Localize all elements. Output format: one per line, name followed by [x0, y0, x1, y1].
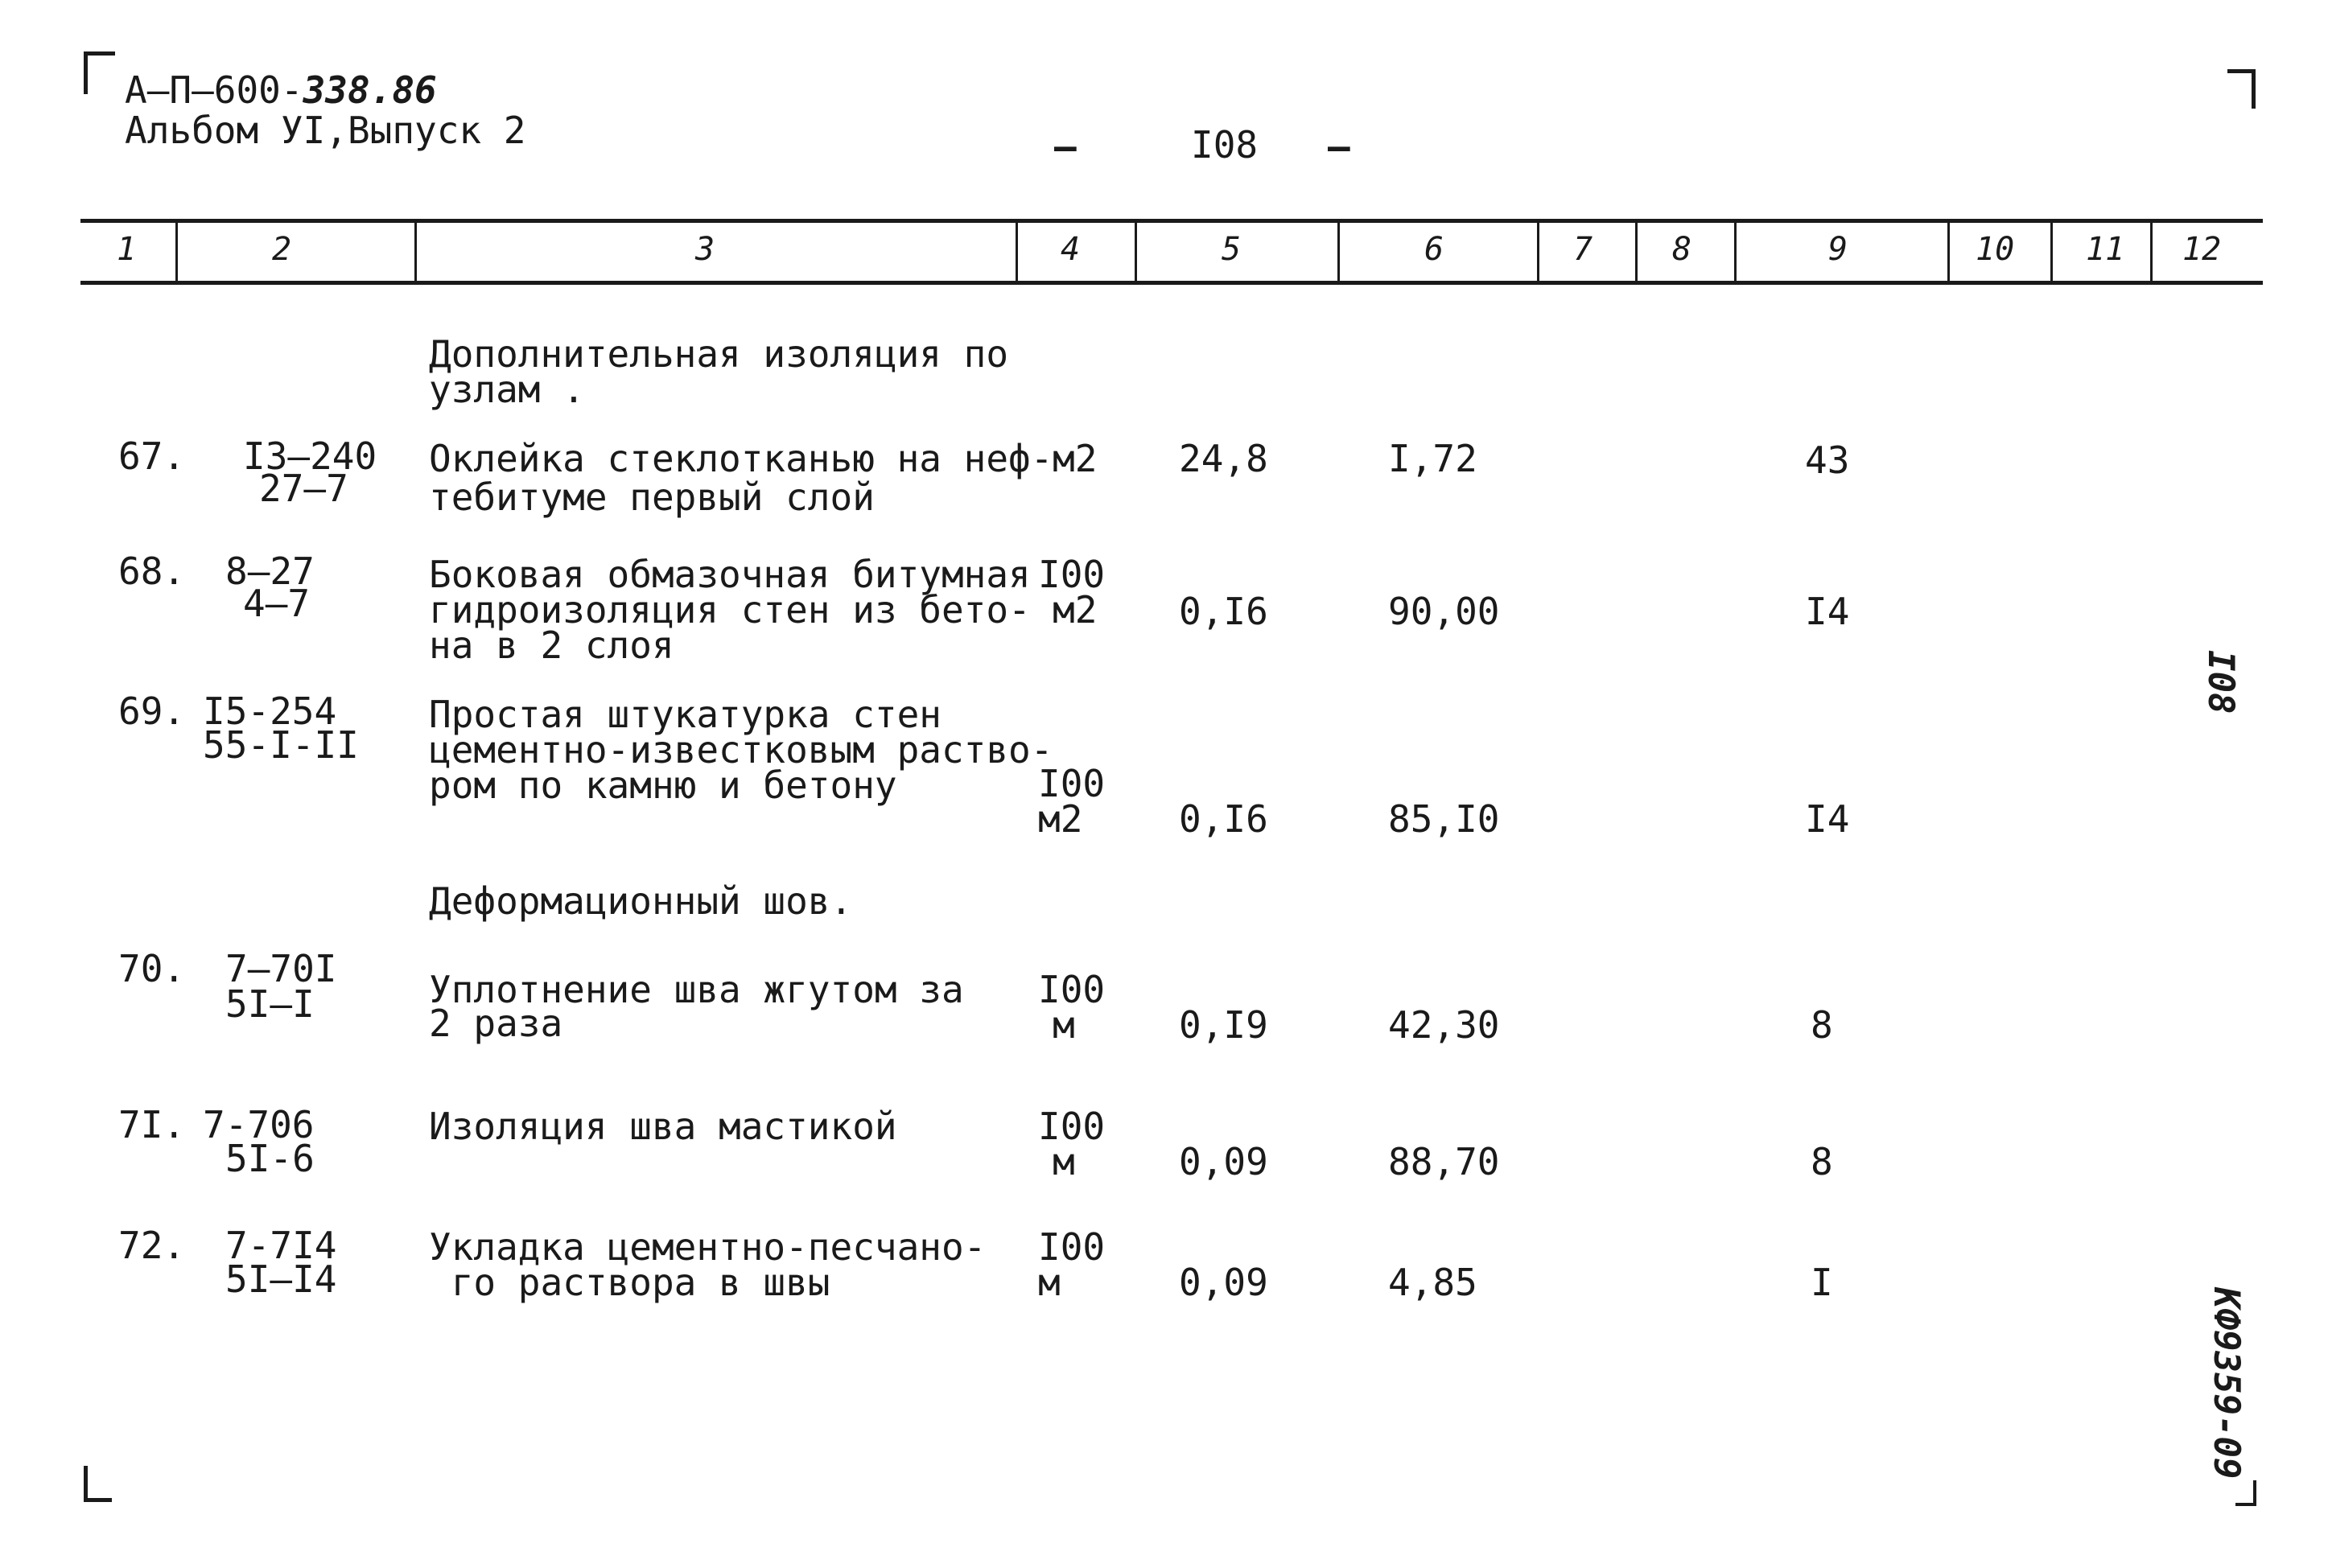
column-header-8: 8	[1672, 231, 1692, 268]
page-dash-left: –	[1054, 125, 1077, 168]
document-code	[125, 68, 437, 112]
page-number: I08	[1191, 123, 1259, 167]
row-unit-line-2: м	[1053, 1140, 1075, 1183]
row-quantity: 24,8	[1179, 437, 1268, 480]
row-total: I4	[1805, 590, 1850, 633]
row-total: I4	[1805, 797, 1850, 841]
section-title: Деформационный шов.	[429, 879, 853, 923]
row-number: 70.	[118, 947, 186, 990]
row-unit: I00	[1038, 968, 1106, 1011]
row-total: I	[1811, 1261, 1833, 1304]
row-description: Боковая обмазочная битумная	[429, 553, 1031, 596]
row-unit-price: 85,I0	[1388, 797, 1500, 841]
row-quantity: 0,I6	[1179, 797, 1268, 841]
row-description: Простая штукатурка стен	[429, 693, 942, 736]
column-header-4: 4	[1061, 231, 1081, 268]
row-description: Изоляция шва мастикой	[429, 1105, 897, 1148]
row-code: 7-7I4	[225, 1224, 337, 1267]
document-code-handwritten: 338.86	[303, 68, 437, 112]
section-title: Дополнительная изоляция по	[429, 332, 1009, 376]
row-code-line-2: 4–7	[243, 582, 311, 625]
row-unit: I00	[1038, 553, 1106, 596]
corner-mark-top-left	[84, 51, 115, 94]
row-description: Уплотнение шва жгутом за	[429, 968, 964, 1011]
row-total: 43	[1805, 438, 1850, 482]
column-header-1: 1	[117, 231, 137, 268]
column-divider	[175, 223, 178, 281]
corner-mark-bottom-left	[84, 1466, 112, 1502]
row-unit-line-2: м2	[1053, 588, 1098, 632]
row-code-line-2: 5I-6	[225, 1137, 315, 1180]
column-divider	[1016, 223, 1018, 281]
column-header-12: 12	[2182, 231, 2222, 268]
row-code-line-2: 27–7	[259, 467, 348, 510]
row-description: Оклейка стеклотканью на неф-	[429, 437, 1053, 480]
row-description: Укладка цементно-песчано-	[429, 1225, 987, 1269]
row-unit: I00	[1038, 1225, 1106, 1269]
column-divider	[414, 223, 417, 281]
column-divider	[2050, 223, 2053, 281]
column-divider	[1135, 223, 1137, 281]
row-unit-price: I,72	[1388, 437, 1477, 480]
column-header-5: 5	[1222, 231, 1242, 268]
row-quantity: 0,I6	[1179, 590, 1268, 633]
column-header-6: 6	[1424, 231, 1444, 268]
column-divider	[1947, 223, 1950, 281]
column-header-10: 10	[1976, 231, 2015, 268]
row-code: I3–240	[243, 434, 377, 478]
row-unit-line-2: м	[1053, 1003, 1075, 1047]
album-title: Альбом УI,Выпуск 2	[125, 109, 526, 152]
row-description-line-2: гидроизоляция стен из бето-	[429, 588, 1031, 632]
row-quantity: 0,I9	[1179, 1003, 1268, 1047]
row-unit: м2	[1053, 437, 1098, 480]
column-divider	[1537, 223, 1539, 281]
row-unit-price: 90,00	[1388, 590, 1500, 633]
row-number: 72.	[118, 1224, 186, 1267]
row-code: 8–27	[225, 549, 315, 593]
row-code: I5-254	[203, 689, 337, 733]
section-title-line-2: узлам .	[429, 368, 585, 411]
column-header-11: 11	[2086, 231, 2125, 268]
margin-page-number: I08	[2200, 650, 2241, 714]
corner-mark-top-right	[2227, 69, 2256, 109]
row-code: 7-706	[203, 1103, 315, 1146]
row-total: 8	[1811, 1003, 1833, 1047]
column-divider	[1635, 223, 1638, 281]
row-description-line-2: 2 раза	[429, 1002, 563, 1045]
row-code-line-2: 55-I-II	[203, 723, 359, 767]
row-description-line-2: го раствора в швы	[429, 1261, 830, 1304]
row-unit-price: 4,85	[1388, 1261, 1477, 1304]
row-number: 7I.	[118, 1103, 186, 1146]
row-number: 68.	[118, 549, 186, 593]
row-description-line-3: ром по камню и бетону	[429, 763, 897, 807]
row-number: 67.	[118, 434, 186, 478]
page-dash-right: –	[1328, 125, 1350, 168]
row-description-line-3: на в 2 слоя	[429, 623, 674, 667]
row-unit-price: 88,70	[1388, 1140, 1500, 1183]
row-unit-price: 42,30	[1388, 1003, 1500, 1047]
row-description-line-2: тебитуме первый слой	[429, 475, 875, 519]
column-header-2: 2	[272, 231, 292, 268]
row-unit: I00	[1038, 762, 1106, 805]
column-header-3: 3	[695, 231, 715, 268]
margin-document-code: КФ9359-09	[2206, 1287, 2247, 1480]
row-unit-line-2: м	[1038, 1261, 1061, 1304]
header-bottom-rule	[80, 281, 2263, 285]
document-code-prefix: А–П–600-	[125, 68, 303, 112]
row-total: 8	[1811, 1140, 1833, 1183]
row-unit-line-2: м2	[1038, 797, 1083, 841]
column-divider	[1734, 223, 1737, 281]
row-quantity: 0,09	[1179, 1140, 1268, 1183]
column-divider	[1337, 223, 1340, 281]
row-code: 7–70I	[225, 947, 337, 990]
column-header-9: 9	[1828, 231, 1848, 268]
column-divider	[2150, 223, 2153, 281]
row-description-line-2: цементно-известковым раство-	[429, 728, 1053, 772]
row-quantity: 0,09	[1179, 1261, 1268, 1304]
column-header-7: 7	[1573, 231, 1593, 268]
row-code-line-2: 5I–I4	[225, 1257, 337, 1301]
row-unit: I00	[1038, 1105, 1106, 1148]
header-top-rule	[80, 219, 2263, 223]
corner-mark-bottom-right	[2235, 1480, 2256, 1506]
row-number: 69.	[118, 689, 186, 733]
row-code-line-2: 5I–I	[225, 982, 315, 1026]
